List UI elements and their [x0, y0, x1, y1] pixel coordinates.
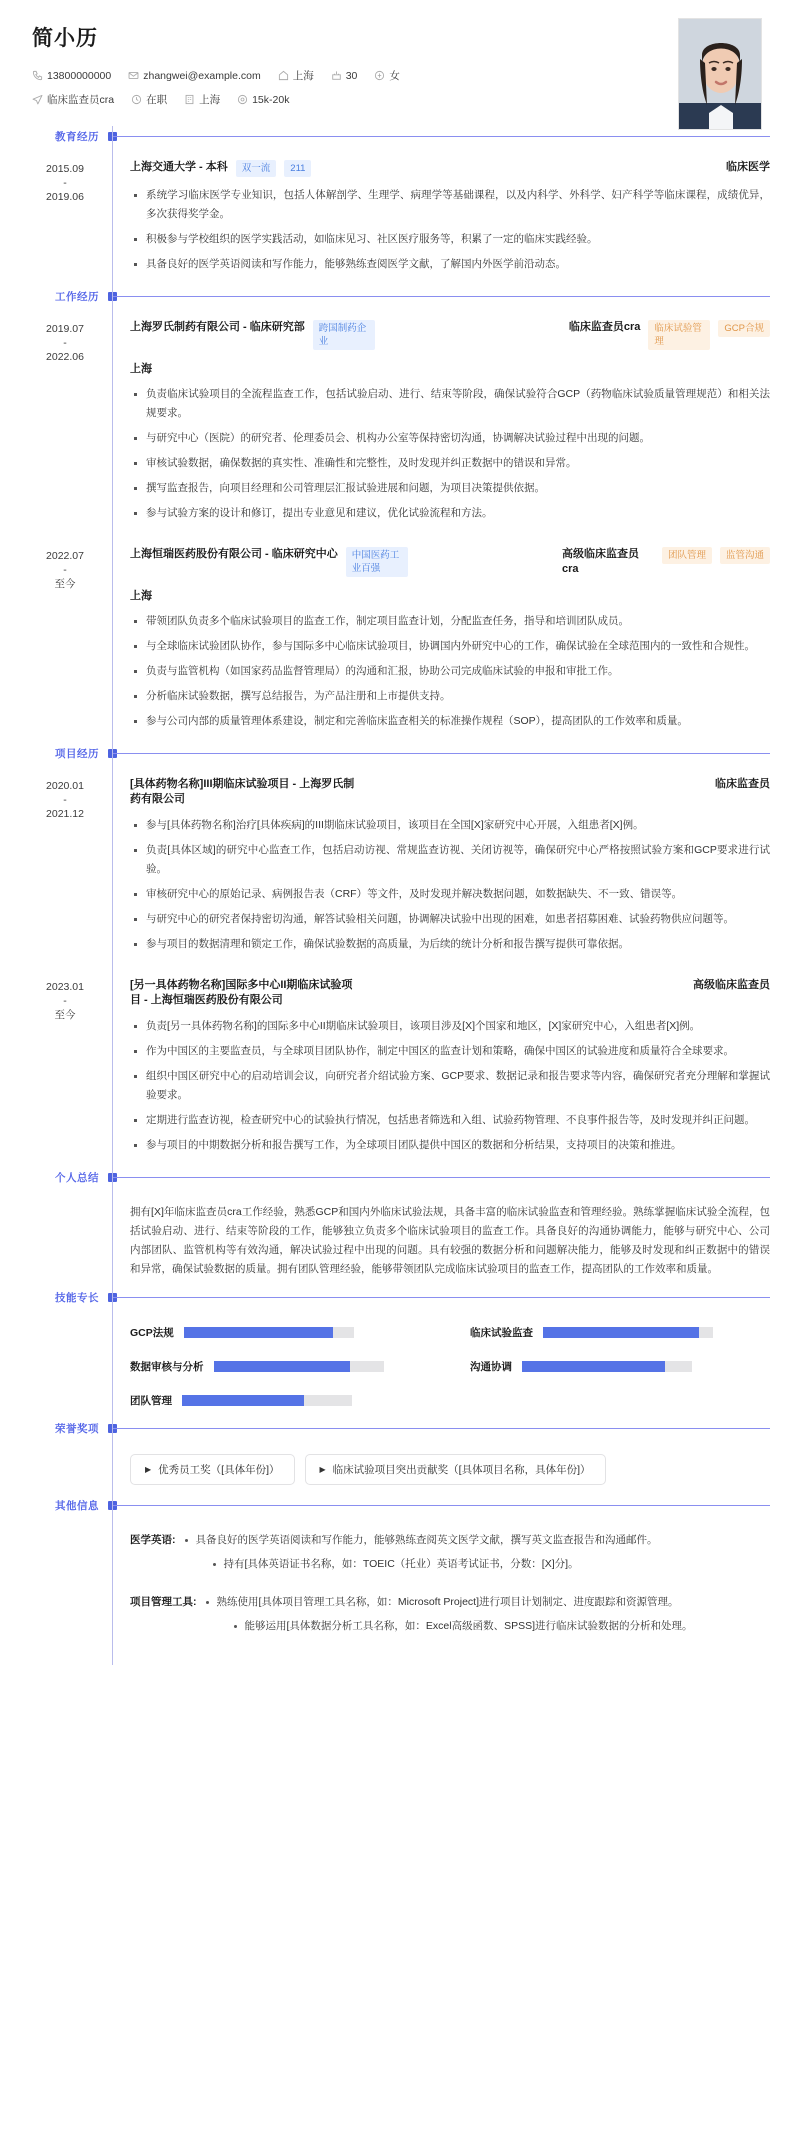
bullet-item: 分析临床试验数据，撰写总结报告，为产品注册和上市提供支持。 — [130, 687, 770, 706]
entry-role: 临床监查员cra — [568, 321, 641, 333]
section-awards — [0, 1418, 794, 1495]
entry-role-block — [726, 160, 770, 175]
other-info-item: 能够运用[具体数据分析工具名称，如：Excel高级函数、SPSS]进行临床试验数据的分析和处理。 — [203, 1617, 771, 1636]
section-other — [0, 1495, 794, 1665]
entry-heading — [130, 160, 770, 177]
bullet-item: 作为中国区的主要监查员，与全球项目团队协作，制定中国区的监查计划和策略，确保中国区的试验进度和质量符合全球要求。 — [130, 1042, 770, 1061]
section-label-other: 其他信息 — [55, 1500, 99, 1512]
bullet-item: 参与项目的中期数据分析和报告撰写工作，为全球项目团队提供中国区的数据和分析结果，支持项目的决策和推进。 — [130, 1136, 770, 1155]
tag-role-0: 团队管理 — [662, 547, 712, 564]
section-label-projects: 项目经历 — [55, 748, 99, 760]
section-header-education — [0, 126, 794, 148]
section-body-work — [0, 308, 794, 743]
contact-text: 上海 — [199, 94, 221, 106]
contact-text: 临床监查员cra — [47, 94, 115, 106]
entry-heading — [130, 777, 770, 807]
section-header-awards — [0, 1418, 794, 1440]
contact-item-mail — [128, 70, 260, 82]
bullet-item: 与研究中心的研究者保持密切沟通，解答试验相关问题，协调解决试验中出现的困难，如患者招募困难、试验药物供应问题等。 — [130, 910, 770, 929]
entry-heading — [130, 978, 770, 1008]
bullet-item: 负责与监管机构（如国家药品监督管理局）的沟通和汇报，协助公司完成临床试验的申报和审批工作。 — [130, 662, 770, 681]
contact-item-building — [184, 92, 220, 107]
chevron-right-icon: ▶ — [319, 1464, 326, 1474]
skill-progress-bar — [522, 1361, 692, 1372]
education-entry — [0, 148, 794, 286]
entry-role: 临床医学 — [726, 161, 770, 173]
section-divider — [112, 296, 770, 297]
skill-label: 沟通协调 — [470, 1361, 512, 1373]
entry-organization: 上海罗氏制药有限公司 - 临床研究部 — [130, 321, 305, 333]
entry-bullet-list — [130, 385, 770, 523]
personal-summary-text: 拥有[X]年临床监查员cra工作经验，熟悉GCP和国内外临床试验法规，具备丰富的临床试验监查和管理经验。熟练掌握临床试验全流程，包括试验启动、进行、结束等阶段的工作，能够独立负责多个临床试验项目的监查工作。具备良好的沟通协调能力，能够与研究中心、公司内部团队、监管机构等有效沟通，解决试验过程中出现的问题。具有较强的数据分析和问题解决能力，能够及时发现和纠正数据中的错误和异常，确保试验数据的质量。拥有团队管理经验，能够带领团队完成临床试验项目的监查工作，提高团队的工作效率和质量。 — [130, 1206, 770, 1275]
tag-org-0: 双一流 — [236, 160, 277, 177]
entry-org-block — [130, 777, 701, 807]
section-divider — [112, 1505, 770, 1506]
bullet-item: 参与[具体药物名称]治疗[具体疾病]的III期临床试验项目，该项目在全国[X]家研究中心开展，入组患者[X]例。 — [130, 816, 770, 835]
entry-bullet-list — [130, 186, 770, 274]
entry-role: 高级临床监查员cra — [561, 548, 639, 575]
other-info-item: 熟练使用[具体项目管理工具名称，如：Microsoft Project]进行项目计划制定、进度跟踪和资源管理。 — [203, 1593, 771, 1612]
chevron-right-icon: ▶ — [145, 1464, 152, 1474]
projects-entry — [0, 966, 794, 1167]
avatar — [678, 18, 762, 130]
section-body-projects — [0, 765, 794, 1167]
contact-item-cake — [331, 70, 358, 82]
contact-item-phone — [32, 70, 111, 82]
award-label: 临床试验项目突出贡献奖（[具体项目名称，具体年份]） — [332, 1464, 591, 1476]
entry-org-block — [130, 320, 555, 350]
award-item[interactable] — [130, 1454, 295, 1485]
entry-location: 上海 — [130, 363, 152, 375]
work-entry — [0, 535, 794, 743]
tag-role-1: GCP合规 — [718, 320, 770, 337]
entry-location: 上海 — [130, 590, 152, 602]
award-item[interactable] — [305, 1454, 606, 1485]
skill-row — [130, 1393, 430, 1408]
entry-date-range: 2015.09 - 2019.06 — [46, 163, 84, 203]
entry-heading — [130, 547, 770, 577]
entry-role-block — [715, 777, 770, 792]
section-header-other — [0, 1495, 794, 1517]
section-body-summary — [0, 1189, 794, 1287]
other-info-items — [203, 1593, 771, 1641]
award-label: 优秀员工奖（[具体年份]） — [158, 1464, 280, 1476]
bullet-item: 参与项目的数据清理和锁定工作，确保试验数据的高质量，为后续的统计分析和报告撰写提供可靠依据。 — [130, 935, 770, 954]
projects-entry — [0, 765, 794, 966]
mail-icon — [128, 70, 139, 81]
other-info-group — [130, 1531, 770, 1579]
send-icon — [32, 94, 43, 105]
skill-progress-bar — [184, 1327, 354, 1338]
tag-org-1: 211 — [284, 160, 311, 177]
section-body-other — [0, 1517, 794, 1665]
section-divider — [112, 753, 770, 754]
tag-org-0: 跨国制药企业 — [313, 320, 375, 350]
page-title: 简小历 — [32, 27, 98, 50]
bullet-item: 定期进行监查访视，检查研究中心的试验执行情况，包括患者筛选和入组、试验药物管理、不良事件报告等，及时发现并纠正问题。 — [130, 1111, 770, 1130]
bullet-item: 积极参与学校组织的医学实践活动，如临床见习、社区医疗服务等，积累了一定的临床实践经验。 — [130, 230, 770, 249]
skill-progress-bar — [182, 1395, 352, 1406]
contact-item-gender — [374, 68, 400, 83]
skill-label: GCP法规 — [130, 1327, 174, 1339]
bullet-item: 审核研究中心的原始记录、病例报告表（CRF）等文件，及时发现并解决数据问题，如数据缺失、不一致、错误等。 — [130, 885, 770, 904]
bullet-item: 撰写监查报告，向项目经理和公司管理层汇报试验进展和问题，为项目决策提供依据。 — [130, 479, 770, 498]
contact-row-primary — [32, 68, 762, 83]
building-icon — [184, 94, 195, 105]
section-body-skills — [0, 1309, 794, 1418]
section-label-education: 教育经历 — [55, 131, 99, 143]
skill-grid — [0, 1309, 794, 1418]
other-info-items — [182, 1531, 771, 1579]
contact-row-secondary — [32, 92, 762, 107]
entry-organization: 上海交通大学 - 本科 — [130, 161, 228, 173]
section-divider — [112, 1297, 770, 1298]
entry-bullet-list — [130, 816, 770, 954]
section-body-education — [0, 148, 794, 286]
other-info-list — [0, 1517, 794, 1665]
entry-role-block — [562, 547, 770, 577]
skill-label: 数据审核与分析 — [130, 1361, 204, 1373]
skill-progress-fill — [522, 1361, 665, 1372]
skill-row — [470, 1325, 770, 1340]
section-divider — [112, 136, 770, 137]
entry-date-range: 2019.07 - 2022.06 — [46, 323, 84, 363]
awards-list — [0, 1440, 794, 1495]
home-icon — [278, 70, 289, 81]
section-body-awards — [0, 1440, 794, 1495]
section-label-summary: 个人总结 — [55, 1172, 99, 1184]
contact-item-money — [237, 94, 289, 106]
skill-progress-bar — [543, 1327, 713, 1338]
money-icon — [237, 94, 248, 105]
contact-text: 30 — [345, 69, 358, 82]
section-projects — [0, 743, 794, 1167]
other-info-item: 具备良好的医学英语阅读和写作能力，能够熟练查阅英文医学文献，撰写英文监查报告和沟通邮件。 — [182, 1531, 771, 1550]
entry-organization: [另一具体药物名称]国际多中心II期临床试验项目 - 上海恒瑞医药股份有限公司 — [130, 979, 353, 1006]
entry-role-block — [693, 978, 770, 993]
other-info-group — [130, 1593, 770, 1641]
entry-role-block — [569, 320, 770, 350]
entry-bullet-list — [130, 1017, 770, 1155]
bullet-item: 负责[另一具体药物名称]的国际多中心II期临床试验项目，该项目涉及[X]个国家和地区，[X]家研究中心，入组患者[X]例。 — [130, 1017, 770, 1036]
bullet-item: 负责[具体区域]的研究中心监查工作，包括启动访视、常规监查访视、关闭访视等，确保研究中心严格按照试验方案和GCP要求进行试验。 — [130, 841, 770, 879]
entry-org-block — [130, 547, 548, 577]
bullet-item: 负责临床试验项目的全流程监查工作，包括试验启动、进行、结束等阶段，确保试验符合GCP（药物临床试验质量管理规范）和相关法规要求。 — [130, 385, 770, 423]
contact-item-send — [32, 92, 114, 107]
skill-progress-fill — [214, 1361, 350, 1372]
entry-heading — [130, 320, 770, 350]
skill-row — [130, 1325, 430, 1340]
contact-text: 13800000000 — [47, 69, 112, 82]
bullet-item: 带领团队负责多个临床试验项目的监查工作，制定项目监查计划，分配监查任务，指导和培训团队成员。 — [130, 612, 770, 631]
section-work — [0, 286, 794, 743]
bullet-item: 系统学习临床医学专业知识，包括人体解剖学、生理学、病理学等基础课程，以及内科学、外科学、妇产科学等临床课程，成绩优异，多次获得奖学金。 — [130, 186, 770, 224]
contact-text: 上海 — [292, 70, 314, 82]
bullet-item: 参与公司内部的质量管理体系建设，制定和完善临床监查相关的标准操作规程（SOP），提高团队的工作效率和质量。 — [130, 712, 770, 731]
entry-date-range: 2022.07 - 至今 — [46, 550, 84, 590]
contact-text: zhangwei@example.com — [143, 69, 261, 82]
work-entry — [0, 308, 794, 535]
tag-role-0: 临床试验管理 — [648, 320, 710, 350]
skill-progress-fill — [543, 1327, 699, 1338]
section-skills — [0, 1287, 794, 1418]
other-info-label: 医学英语: — [130, 1534, 176, 1546]
section-label-awards: 荣誉奖项 — [55, 1423, 99, 1435]
gender-icon — [374, 70, 385, 81]
other-info-label: 项目管理工具: — [130, 1596, 197, 1608]
tag-role-1: 监管沟通 — [720, 547, 770, 564]
entry-organization: 上海恒瑞医药股份有限公司 - 临床研究中心 — [130, 548, 338, 560]
section-header-summary — [0, 1167, 794, 1189]
entry-role: 高级临床监查员 — [693, 979, 770, 991]
bullet-item: 具备良好的医学英语阅读和写作能力，能够熟练查阅医学文献，了解国内外医学前沿动态。 — [130, 255, 770, 274]
entry-org-block — [130, 978, 679, 1008]
section-label-skills: 技能专长 — [55, 1292, 99, 1304]
entry-bullet-list — [130, 612, 770, 731]
skill-progress-bar — [214, 1361, 384, 1372]
phone-icon — [32, 70, 43, 81]
contact-item-status — [131, 92, 167, 107]
entry-organization: [具体药物名称]III期临床试验项目 - 上海罗氏制药有限公司 — [130, 778, 355, 805]
section-divider — [112, 1428, 770, 1429]
status-icon — [131, 94, 142, 105]
bullet-item: 与全球临床试验团队协作，参与国际多中心临床试验项目，协调国内外研究中心的工作，确保试验在全球范围内的一致性和合规性。 — [130, 637, 770, 656]
contact-text: 女 — [389, 70, 400, 82]
section-header-projects — [0, 743, 794, 765]
bullet-item: 组织中国区研究中心的启动培训会议，向研究者介绍试验方案、GCP要求、数据记录和报告要求等内容，确保研究者充分理解和掌握试验要求。 — [130, 1067, 770, 1105]
bullet-item: 与研究中心（医院）的研究者、伦理委员会、机构办公室等保持密切沟通，协调解决试验过程中出现的问题。 — [130, 429, 770, 448]
skill-row — [130, 1359, 430, 1374]
section-education — [0, 126, 794, 286]
entry-date-range: 2020.01 - 2021.12 — [46, 780, 84, 820]
cake-icon — [331, 70, 342, 81]
bullet-item: 参与试验方案的设计和修订，提出专业意见和建议，优化试验流程和方法。 — [130, 504, 770, 523]
other-info-item: 持有[具体英语证书名称，如：TOEIC（托业）英语考试证书，分数：[X]分]。 — [182, 1555, 771, 1574]
bullet-item: 审核试验数据，确保数据的真实性、准确性和完整性，及时发现并纠正数据中的错误和异常。 — [130, 454, 770, 473]
contact-item-home — [278, 68, 314, 83]
contact-text: 15k-20k — [252, 93, 290, 106]
contact-text: 在职 — [146, 94, 168, 106]
entry-date-range: 2023.01 - 至今 — [46, 981, 84, 1021]
section-summary — [0, 1167, 794, 1287]
skill-progress-fill — [184, 1327, 334, 1338]
section-header-skills — [0, 1287, 794, 1309]
entry-org-block — [130, 160, 712, 177]
section-label-work: 工作经历 — [55, 291, 99, 303]
resume-header — [0, 0, 794, 126]
skill-label: 临床试验监查 — [470, 1327, 533, 1339]
entry-role: 临床监查员 — [715, 778, 770, 790]
skill-label: 团队管理 — [130, 1395, 172, 1407]
tag-org-0: 中国医药工业百强 — [346, 547, 408, 577]
skill-row — [470, 1359, 770, 1374]
section-divider — [112, 1177, 770, 1178]
section-header-work — [0, 286, 794, 308]
skill-progress-fill — [182, 1395, 304, 1406]
